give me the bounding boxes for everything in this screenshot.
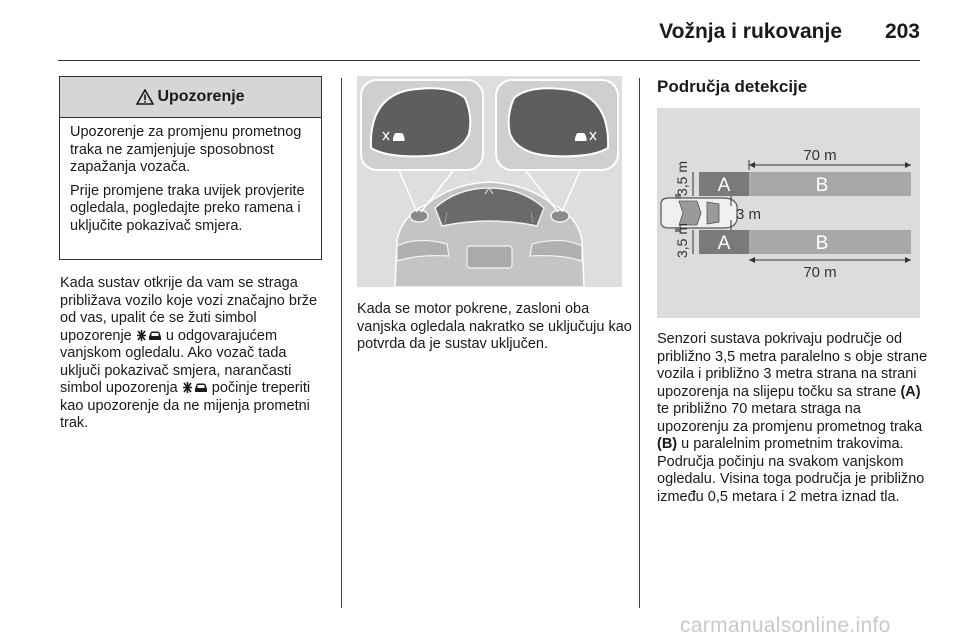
warning-body: [60, 118, 321, 235]
col1-text-part: počinje treperiti kao upozorenje da ne mijenja prometni trak.: [60, 380, 311, 431]
zone-b-ref: (B): [657, 436, 678, 452]
zone-b-bottom: [749, 230, 911, 254]
col3-paragraph: [657, 331, 927, 506]
width-label: 3,5 m: [674, 222, 690, 258]
warning-title: Upozorenje: [157, 88, 245, 105]
col3-text-part: te približno 70 metara straga na upozorenju za promjenu prometnog traka: [657, 401, 923, 435]
warning-triangle-icon: [136, 89, 154, 105]
page-number: 203: [884, 20, 920, 43]
zone-a-label: A: [717, 175, 731, 196]
page-header: [58, 14, 920, 61]
width-label: 3,5 m: [674, 160, 690, 196]
car-top-view: [661, 194, 737, 232]
warning-paragraph: Upozorenje za promjenu prometnog traka ne zamjenjuje sposobnost zapažanja vozača.: [70, 124, 302, 175]
section-title: Vožnja i rukovanje: [659, 20, 842, 43]
column-divider-2: [639, 78, 640, 608]
length-label: 70 m: [803, 264, 837, 281]
warning-box: [59, 76, 322, 260]
watermark: carmanualsonline.info: [680, 614, 891, 637]
side-label: 3 m: [736, 206, 762, 223]
zone-b-top: [749, 172, 911, 196]
detection-zones-diagram: [657, 108, 920, 318]
warning-paragraph: Prije promjene traka uvijek provjerite ogledala, pogledajte preko ramena i uključite pokazivač smjera.: [70, 182, 305, 234]
length-label: 70 m: [803, 147, 837, 164]
zone-a-ref: (A): [900, 383, 921, 400]
blind-spot-car-icon: [182, 381, 208, 394]
warning-header: [60, 77, 321, 118]
zone-b-label: B: [815, 175, 829, 196]
blind-spot-car-icon: [136, 329, 162, 342]
col3-text-part: Senzori sustava pokrivaju područje od približno 3,5 metra paralelno s obje strane vozila i približno 3 metra strana na strani upozorenja na slijepu točku sa strane: [657, 331, 928, 400]
col1-text-part: Kada sustav otkrije da vam se straga približava vozilo koje vozi značajno brže od vas, upalit će se žuti simbol upozorenje: [60, 275, 318, 344]
col3-text-part: u paralelnim prometnim trakovima. Područja počinju na svakom vanjskom ogledalu. Visina toga područja je približno između 0,5 metara i 2 metra iznad tla.: [657, 436, 925, 505]
mirror-caption: Kada se motor pokrene, zasloni oba vanjska ogledala nakratko se uključuju kao potvrda da je sustav uključen.: [357, 301, 632, 352]
car-mirrors-illustration: [357, 76, 622, 287]
zone-a-label: A: [717, 233, 731, 254]
col1-text-part: u odgovarajućem vanjskom ogledalu. Ako vozač tada uključi pokazivač smjera, narančasti simbol upozorenja: [60, 327, 292, 396]
zone-b-label: B: [815, 233, 829, 254]
column-divider-1: [341, 78, 342, 608]
col1-paragraph: [60, 275, 330, 433]
detection-zones-heading: Područja detekcije: [657, 77, 808, 96]
